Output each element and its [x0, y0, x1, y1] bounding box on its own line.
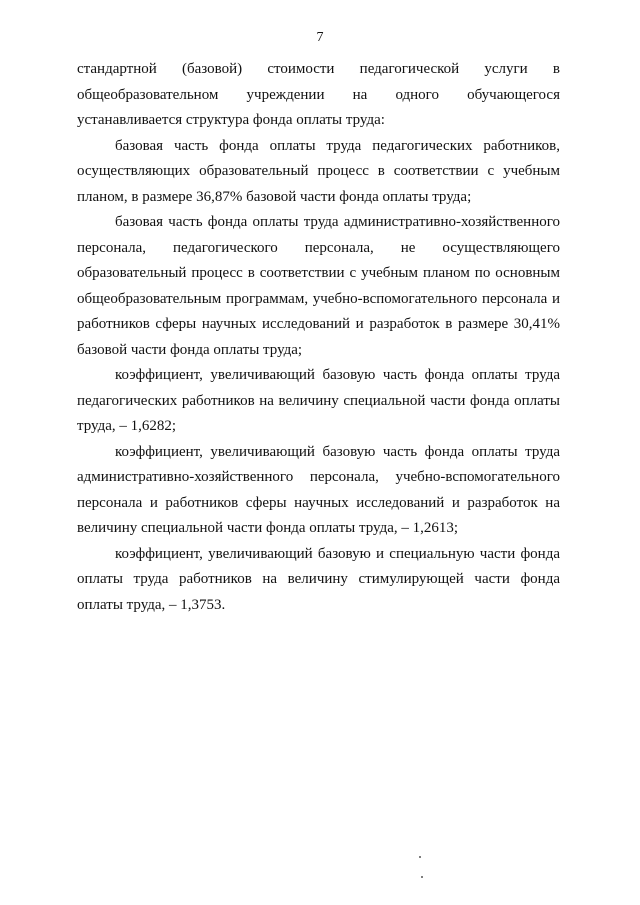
- paragraph-admin-staff-base: базовая часть фонда оплаты труда административно-хозяйственного персонала, педагогического персонала, не осуществляющего образовательный процесс в соответствии с учебным планом по основным общеобразовательным программам, учебно-вспомогательного персонала и работников сферы научных исследований и разработок в размере 30,41% базовой части фонда оплаты труда;: [77, 214, 560, 358]
- document-body: [77, 57, 560, 618]
- paragraph-coefficient-stimulating: коэффициент, увеличивающий базовую и специальную части фонда оплаты труда работников на величину стимулирующей части фонда оплаты труда, – 1,3753.: [77, 545, 560, 613]
- paragraph-intro-line-2: общеобразовательном учреждении на одного обучающегося: [77, 86, 560, 103]
- paragraph-teaching-staff-base: базовая часть фонда оплаты труда педагогических работников, осуществляющих образовательный процесс в соответствии с учебным планом, в размере 36,87% базовой части фонда оплаты труда;: [77, 137, 560, 205]
- paragraph-coefficient-admin: коэффициент, увеличивающий базовую часть фонда оплаты труда административно-хозяйственного персонала, учебно-вспомогательного персонала и работников сферы научных исследований и разработок на величину специальной части фонда оплаты труда, – 1,2613;: [77, 443, 560, 536]
- page-number: 7: [316, 30, 324, 45]
- scan-speck: [419, 856, 421, 858]
- paragraph-coefficient-teaching: коэффициент, увеличивающий базовую часть фонда оплаты труда педагогических работников на величину специальной части фонда оплаты труда, – 1,6282;: [77, 367, 560, 434]
- scan-speck: [421, 876, 423, 878]
- paragraph-intro-line-1: стандартной (базовой) стоимости педагогической услуги в: [77, 61, 560, 77]
- paragraph-intro-line-3: устанавливается структура фонда оплаты труда:: [77, 112, 385, 128]
